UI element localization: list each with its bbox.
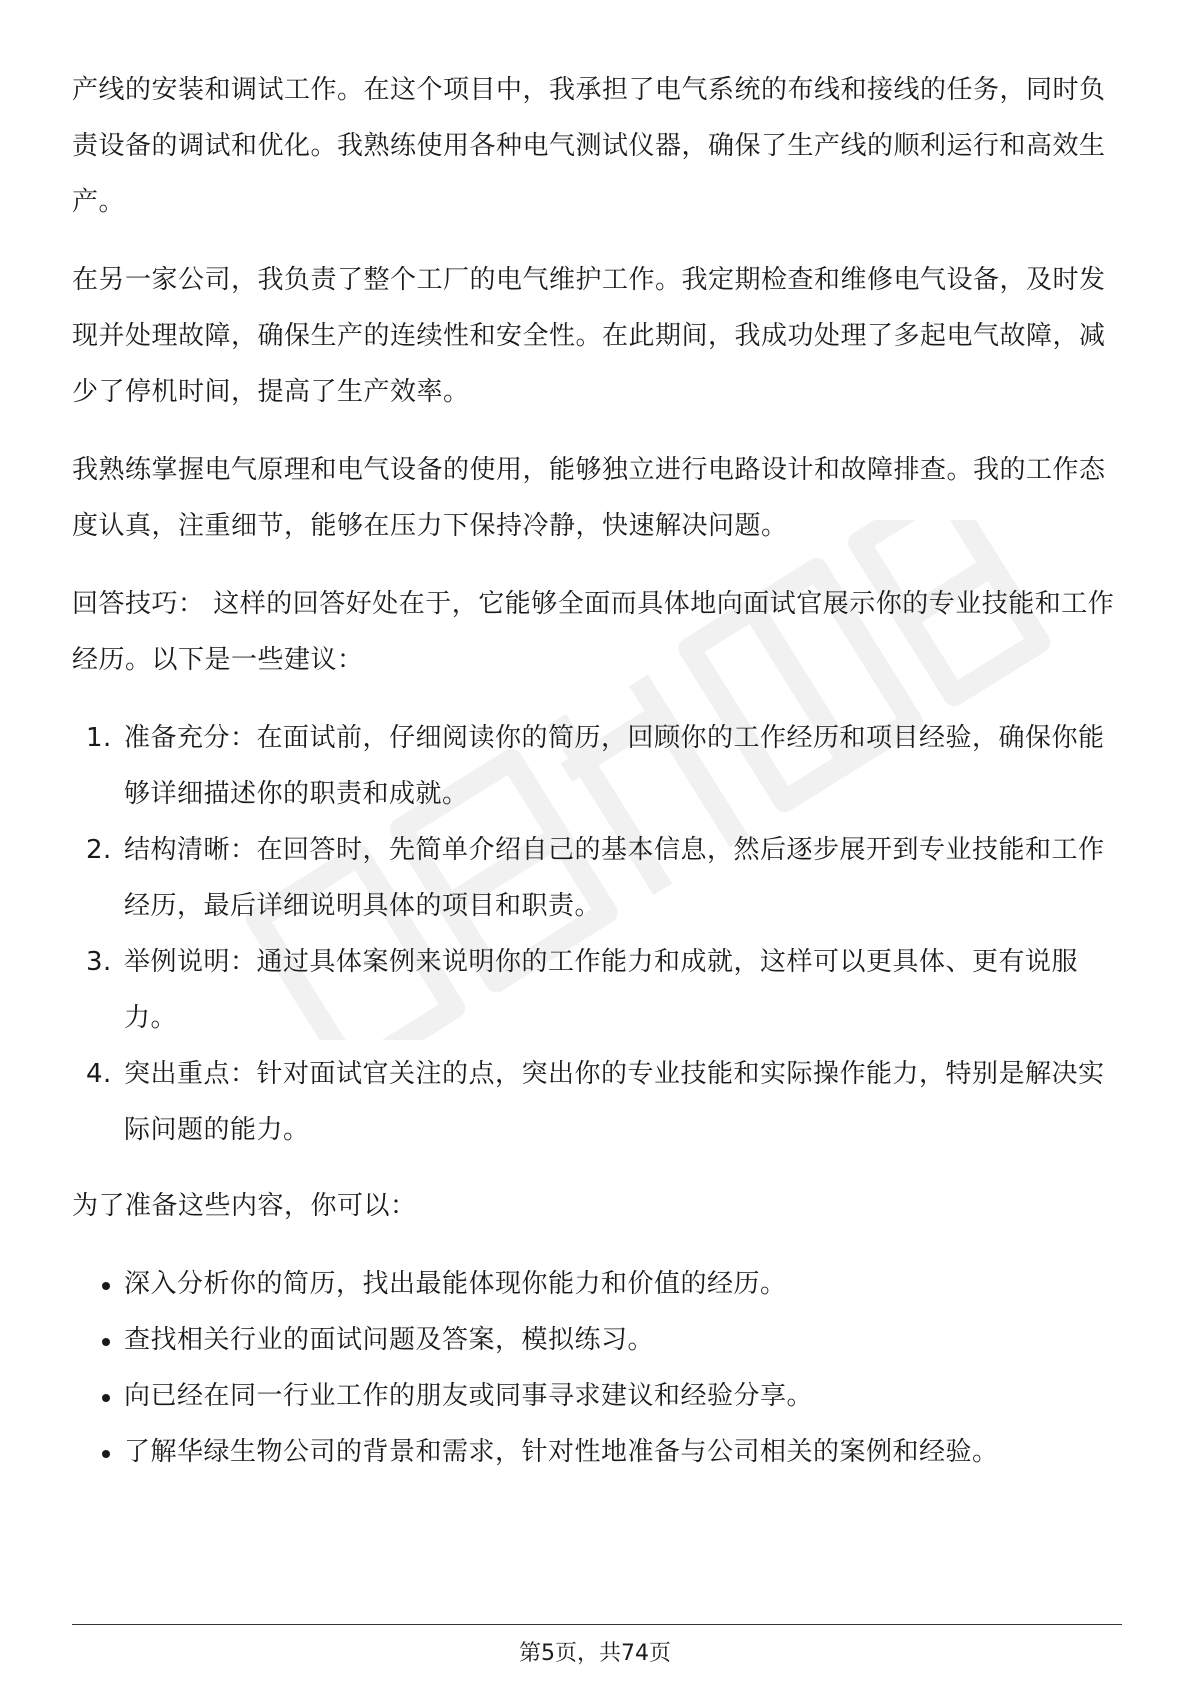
list-number: 4.	[86, 1059, 112, 1089]
paragraph-answer-tips: 回答技巧： 这样的回答好处在于，它能够全面而具体地向面试官展示你的专业技能和工作经历。以下是一些建议：	[72, 589, 1115, 675]
tips-list-item	[72, 934, 1122, 1046]
paragraph-prep-intro: 为了准备这些内容，你可以：	[72, 1191, 417, 1221]
paragraph-skills: 我熟练掌握电气原理和电气设备的使用，能够独立进行电路设计和故障排查。我的工作态度认真，注重细节，能够在压力下保持冷静，快速解决问题。	[72, 455, 1106, 541]
list-item-text: 查找相关行业的面试问题及答案，模拟练习。	[124, 1325, 655, 1355]
prep-list	[72, 1256, 1122, 1480]
page-number: 第5页，共74页	[519, 1641, 671, 1666]
paragraph-project-intro: 产线的安装和调试工作。在这个项目中，我承担了电气系统的布线和接线的任务，同时负责设备的调试和优化。我熟练使用各种电气测试仪器，确保了生产线的顺利运行和高效生产。	[72, 75, 1106, 217]
prep-list-item	[72, 1424, 1122, 1480]
bullet-icon	[102, 1338, 110, 1346]
paragraph-maintenance: 在另一家公司，我负责了整个工厂的电气维护工作。我定期检查和维修电气设备，及时发现并处理故障，确保生产的连续性和安全性。在此期间，我成功处理了多起电气故障，减少了停机时间，提高了生产效率。	[72, 265, 1106, 407]
bullet-icon	[102, 1394, 110, 1402]
list-number: 2.	[86, 835, 112, 865]
list-item-text: 准备充分：在面试前，仔细阅读你的简历，回顾你的工作经历和项目经验，确保你能够详细描述你的职责和成就。	[124, 723, 1105, 809]
tips-list	[72, 710, 1122, 1158]
list-item-text: 了解华绿生物公司的背景和需求，针对性地准备与公司相关的案例和经验。	[124, 1437, 999, 1467]
footer-divider	[72, 1624, 1122, 1625]
list-item-text: 向已经在同一行业工作的朋友或同事寻求建议和经验分享。	[124, 1381, 814, 1411]
tips-list-item	[72, 1046, 1122, 1158]
list-number: 1.	[86, 723, 112, 753]
bullet-icon	[102, 1450, 110, 1458]
main-content	[72, 62, 1122, 1480]
tips-list-item	[72, 710, 1122, 822]
list-item-text: 突出重点：针对面试官关注的点，突出你的专业技能和实际操作能力，特别是解决实际问题的能力。	[124, 1059, 1105, 1145]
bullet-icon	[102, 1282, 110, 1290]
list-item-text: 深入分析你的简历，找出最能体现你能力和价值的经历。	[124, 1269, 787, 1299]
list-item-text: 结构清晰：在回答时，先简单介绍自己的基本信息，然后逐步展开到专业技能和工作经历，最后详细说明具体的项目和职责。	[124, 835, 1105, 921]
list-number: 3.	[86, 947, 112, 977]
prep-list-item	[72, 1256, 1122, 1312]
prep-list-item	[72, 1368, 1122, 1424]
list-item-text: 举例说明：通过具体案例来说明你的工作能力和成就，这样可以更具体、更有说服力。	[124, 947, 1079, 1033]
prep-list-item	[72, 1312, 1122, 1368]
tips-list-item	[72, 822, 1122, 934]
